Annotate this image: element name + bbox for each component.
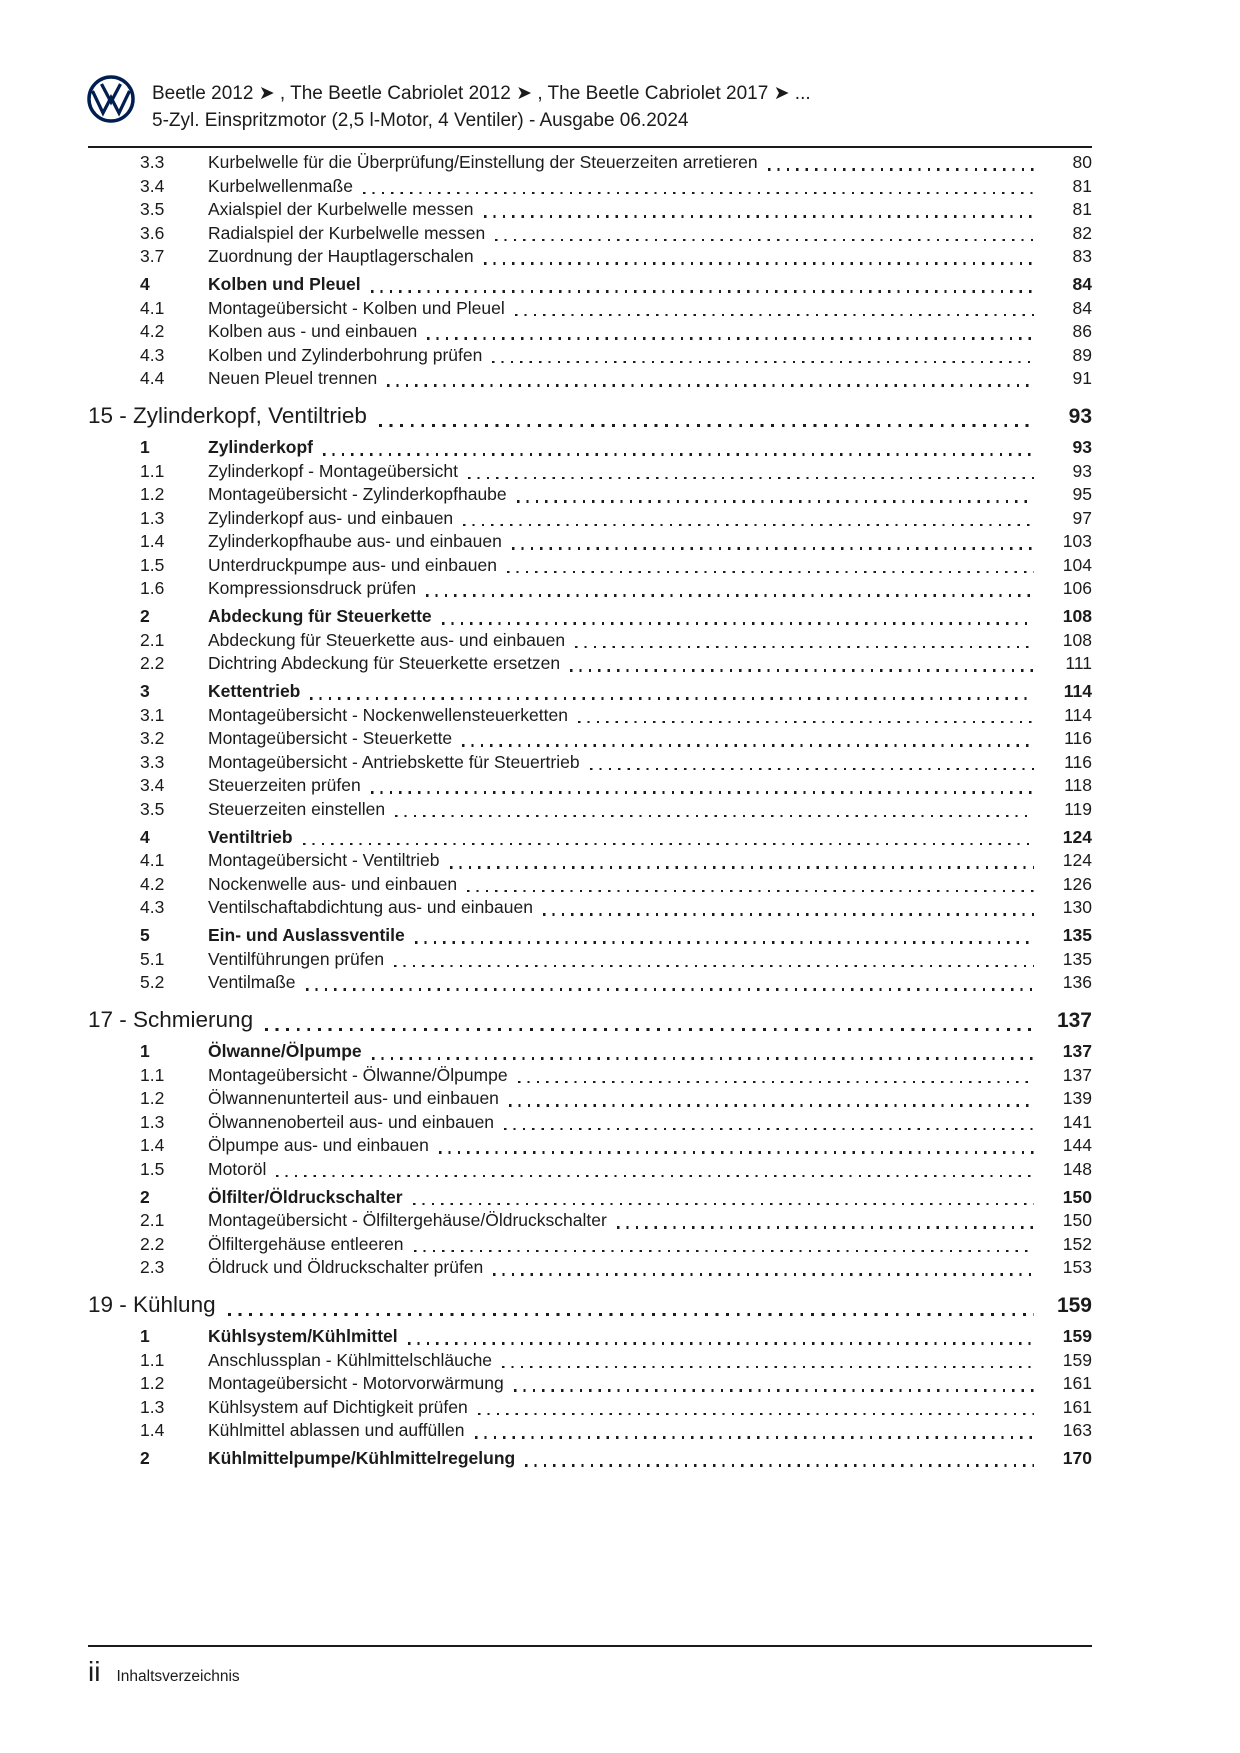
toc-entry-title: Steuerzeiten prüfen <box>208 775 361 795</box>
toc-entry-title: Montageübersicht - Zylinderkopfhaube <box>208 484 507 504</box>
toc-entry-title: Montageübersicht - Nockenwellensteuerketten <box>208 704 568 725</box>
toc-entry[interactable] <box>88 367 1092 391</box>
toc-entry-title: Kurbelwellenmaße <box>208 175 353 196</box>
footer-label: Inhaltsverzeichnis <box>116 1668 240 1685</box>
toc-entry-page: 119 <box>1064 798 1092 819</box>
toc-entry-number: 4.1 <box>140 850 165 870</box>
toc-entry[interactable] <box>88 798 1092 822</box>
toc-entry[interactable] <box>88 1111 1092 1135</box>
dot-leader <box>505 297 1036 321</box>
toc-entry-page: 124 <box>1062 826 1092 847</box>
toc-entry-title: Kolben und Zylinderbohrung prüfen <box>208 344 483 365</box>
toc-entry[interactable] <box>88 273 1092 297</box>
toc-entry[interactable] <box>88 344 1092 368</box>
toc-entry[interactable] <box>88 1396 1092 1420</box>
toc-entry-title: 17 - Schmierung <box>88 1006 254 1032</box>
toc-entry[interactable] <box>88 873 1092 897</box>
toc-entry-title: Montageübersicht - Kolben und Pleuel <box>208 297 505 318</box>
toc-entry-number: 1.5 <box>140 554 165 575</box>
toc-entry-number: 2.3 <box>140 1257 165 1277</box>
dot-leader <box>607 1209 1036 1233</box>
toc-entry-page: 124 <box>1062 850 1092 870</box>
toc-entry-page: 86 <box>1072 321 1092 341</box>
toc-entry[interactable] <box>88 151 1092 175</box>
toc-list <box>88 151 1092 1471</box>
dot-leader <box>474 245 1036 269</box>
toc-entry-page: 137 <box>1062 1064 1092 1085</box>
toc-entry-number: 4 <box>140 826 150 847</box>
toc-entry-page: 104 <box>1062 554 1092 575</box>
toc-entry-number: 3 <box>140 681 150 701</box>
dot-leader <box>432 605 1036 629</box>
toc-entry-title: Kühlsystem/Kühlmittel <box>208 1326 398 1346</box>
dot-leader <box>482 344 1036 368</box>
toc-entry-page: 148 <box>1062 1158 1092 1179</box>
toc-entry-page: 89 <box>1072 344 1092 365</box>
toc-entry[interactable] <box>88 198 1092 222</box>
toc-entry-page: 97 <box>1072 507 1092 528</box>
toc-entry[interactable] <box>88 320 1092 344</box>
dot-leader <box>507 483 1036 507</box>
toc-entry-title: Kolben aus - und einbauen <box>208 321 418 341</box>
toc-entry-number: 1.3 <box>140 1396 165 1417</box>
toc-entry-page: 150 <box>1062 1186 1092 1207</box>
dot-leader <box>405 924 1036 948</box>
toc-entry-page: 81 <box>1072 199 1092 219</box>
toc-entry-title: Kettentrieb <box>208 681 301 701</box>
footer-rule <box>88 1645 1092 1647</box>
dot-leader <box>568 704 1036 728</box>
toc-entry-title: Axialspiel der Kurbelwelle messen <box>208 199 474 219</box>
dot-leader <box>385 798 1036 822</box>
toc-entry-page: 161 <box>1062 1373 1092 1393</box>
toc-entry[interactable] <box>88 460 1092 484</box>
toc-entry-number: 1 <box>140 437 150 457</box>
toc-entry-page: 152 <box>1062 1233 1092 1254</box>
dot-leader <box>485 222 1036 246</box>
dot-leader <box>313 436 1036 460</box>
dot-leader <box>499 1087 1036 1111</box>
toc-entry-number: 3.5 <box>140 199 165 219</box>
toc-entry-title: Zylinderkopfhaube aus- und einbauen <box>208 531 502 551</box>
toc-entry-title: Ölwannenunterteil aus- und einbauen <box>208 1088 499 1108</box>
toc-entry-title: Montageübersicht - Ventiltrieb <box>208 850 440 870</box>
dot-leader <box>403 1186 1036 1210</box>
toc-entry-number: 3.4 <box>140 175 165 196</box>
toc-entry-number: 2 <box>140 1186 150 1207</box>
toc-entry-number: 4.4 <box>140 368 165 388</box>
dot-leader <box>404 1233 1036 1257</box>
dot-leader <box>468 1396 1036 1420</box>
dot-leader <box>458 460 1036 484</box>
toc-entry-number: 3.4 <box>140 775 165 795</box>
toc-entry[interactable] <box>88 948 1092 972</box>
toc-entry[interactable] <box>88 774 1092 798</box>
toc-entry-number: 1.2 <box>140 1373 165 1393</box>
dot-leader <box>362 1040 1036 1064</box>
toc-entry-title: 19 - Kühlung <box>88 1291 216 1317</box>
toc-entry-number: 4.3 <box>140 344 165 365</box>
toc-entry-page: 95 <box>1072 484 1092 504</box>
toc-entry[interactable] <box>88 1289 1092 1321</box>
toc-entry-title: Montageübersicht - Ölfiltergehäuse/Öldruckschalter <box>208 1210 607 1230</box>
toc-entry[interactable] <box>88 1186 1092 1210</box>
toc-entry[interactable] <box>88 652 1092 676</box>
toc-entry-page: 136 <box>1062 972 1092 992</box>
dot-leader <box>502 530 1036 554</box>
toc-entry[interactable] <box>88 896 1092 920</box>
toc-entry-title: Anschlussplan - Kühlmittelschläuche <box>208 1349 493 1370</box>
toc-entry-page: 135 <box>1062 948 1092 969</box>
toc-entry-title: Radialspiel der Kurbelwelle messen <box>208 222 486 243</box>
toc-entry-title: Öldruck und Öldruckschalter prüfen <box>208 1257 484 1277</box>
toc-entry[interactable] <box>88 436 1092 460</box>
toc-entry-number: 5.1 <box>140 948 165 969</box>
toc-entry[interactable] <box>88 629 1092 653</box>
toc-entry-title: Abdeckung für Steuerkette <box>208 606 432 626</box>
toc-entry-number: 4.2 <box>140 321 165 341</box>
toc-entry-page: 159 <box>1056 1293 1092 1317</box>
header-title-models: Beetle 2012 ➤ , The Beetle Cabriolet 2012 ➤ , The Beetle Cabriolet 2017 ➤ ... <box>152 83 811 104</box>
dot-leader <box>504 1372 1036 1396</box>
toc-entry-title: Motoröl <box>208 1158 267 1179</box>
toc-entry-title: Kühlsystem auf Dichtigkeit prüfen <box>208 1396 468 1417</box>
toc-entry-title: Montageübersicht - Motorvorwärmung <box>208 1373 504 1393</box>
toc-entry-title: Kompressionsdruck prüfen <box>208 578 417 598</box>
toc-entry-title: Ein- und Auslassventile <box>208 925 405 945</box>
toc-entry-page: 82 <box>1072 222 1092 243</box>
dot-leader <box>377 367 1036 391</box>
toc-entry-title: Kühlmittelpumpe/Kühlmittelregelung <box>208 1448 516 1468</box>
toc-entry[interactable] <box>88 1325 1092 1349</box>
dot-leader <box>253 1004 1036 1036</box>
dot-leader <box>465 1419 1036 1443</box>
toc-entry-title: Nockenwelle aus- und einbauen <box>208 873 458 894</box>
toc-entry-title: Abdeckung für Steuerkette aus- und einbauen <box>208 629 566 650</box>
toc-entry-number: 1.1 <box>140 1349 165 1370</box>
toc-entry[interactable] <box>88 1064 1092 1088</box>
toc-entry-title: Neuen Pleuel trennen <box>208 368 378 388</box>
toc-entry[interactable] <box>88 530 1092 554</box>
dot-leader <box>398 1325 1036 1349</box>
toc-entry-title: Ölpumpe aus- und einbauen <box>208 1135 429 1155</box>
toc-entry-page: 116 <box>1064 728 1092 748</box>
toc-entry-number: 1.3 <box>140 507 165 528</box>
toc-entry-number: 3.2 <box>140 728 165 748</box>
toc-entry-number: 1 <box>140 1326 150 1346</box>
toc-entry-number: 3.5 <box>140 798 165 819</box>
toc-entry[interactable] <box>88 175 1092 199</box>
toc-entry-number: 3.7 <box>140 246 165 266</box>
toc-entry-number: 2.1 <box>140 1210 165 1230</box>
toc-entry-page: 135 <box>1062 925 1092 945</box>
dot-leader <box>483 1256 1036 1280</box>
dot-leader <box>440 849 1036 873</box>
toc-entry-page: 80 <box>1072 152 1092 172</box>
toc-entry[interactable] <box>88 826 1092 850</box>
dot-leader <box>515 1447 1036 1471</box>
toc-entry[interactable] <box>88 1087 1092 1111</box>
toc-entry[interactable] <box>88 507 1092 531</box>
toc-entry-title: Unterdruckpumpe aus- und einbauen <box>208 554 497 575</box>
toc-entry-title: Steuerzeiten einstellen <box>208 798 386 819</box>
header-titles <box>152 80 811 134</box>
toc-entry-page: 108 <box>1062 629 1092 650</box>
dot-leader <box>492 1349 1036 1373</box>
toc-entry-number: 4.2 <box>140 873 165 894</box>
toc-entry-page: 150 <box>1062 1210 1092 1230</box>
dot-leader <box>353 175 1036 199</box>
toc-entry-title: Zuordnung der Hauptlagerschalen <box>208 246 474 266</box>
toc-entry-title: Dichtring Abdeckung für Steuerkette ersetzen <box>208 653 561 673</box>
dot-leader <box>497 554 1036 578</box>
dot-leader <box>367 400 1036 432</box>
toc-entry-title: Ölwanne/Ölpumpe <box>208 1041 362 1061</box>
toc-entry-number: 3.1 <box>140 704 165 725</box>
toc-entry-number: 5.2 <box>140 972 165 992</box>
toc-entry[interactable] <box>88 971 1092 995</box>
toc-entry-page: 111 <box>1065 653 1092 673</box>
toc-entry-title: Montageübersicht - Ölwanne/Ölpumpe <box>208 1064 508 1085</box>
toc-entry-page: 83 <box>1072 246 1092 266</box>
dot-leader <box>453 507 1036 531</box>
toc-entry[interactable] <box>88 554 1092 578</box>
toc-entry-page: 93 <box>1068 404 1092 428</box>
toc-entry-page: 170 <box>1062 1448 1092 1468</box>
toc-entry-page: 126 <box>1062 873 1092 894</box>
toc-entry-page: 91 <box>1072 368 1092 388</box>
toc-entry[interactable] <box>88 924 1092 948</box>
dot-leader <box>266 1158 1036 1182</box>
toc-entry[interactable] <box>88 680 1092 704</box>
toc-entry-number: 5 <box>140 925 150 945</box>
toc-entry[interactable] <box>88 1372 1092 1396</box>
toc-entry-number: 1.5 <box>140 1158 165 1179</box>
toc-entry-number: 3.3 <box>140 751 165 772</box>
dot-leader <box>296 971 1036 995</box>
toc-entry[interactable] <box>88 1040 1092 1064</box>
toc-entry-page: 114 <box>1063 681 1092 701</box>
toc-entry[interactable] <box>88 483 1092 507</box>
toc-entry[interactable] <box>88 1004 1092 1036</box>
toc-entry[interactable] <box>88 605 1092 629</box>
toc-entry-number: 1.4 <box>140 531 165 551</box>
toc-entry-number: 1.4 <box>140 1420 165 1440</box>
toc-entry[interactable] <box>88 751 1092 775</box>
toc-entry-page: 130 <box>1062 897 1092 917</box>
page-content <box>88 0 1092 1753</box>
toc-entry[interactable] <box>88 1349 1092 1373</box>
toc-entry-page: 84 <box>1072 297 1092 318</box>
toc-entry-number: 1 <box>140 1041 150 1061</box>
toc-entry-page: 141 <box>1062 1111 1092 1132</box>
dot-leader <box>429 1134 1036 1158</box>
toc-entry-page: 106 <box>1062 578 1092 598</box>
toc-entry-page: 118 <box>1064 775 1092 795</box>
toc-entry-page: 103 <box>1062 531 1092 551</box>
toc-entry-page: 137 <box>1062 1041 1092 1061</box>
dot-leader <box>384 948 1036 972</box>
toc-entry-page: 116 <box>1064 751 1092 772</box>
toc-entry-title: Zylinderkopf <box>208 437 314 457</box>
toc-entry[interactable] <box>88 400 1092 432</box>
dot-leader <box>457 873 1036 897</box>
footer-page-number: ii <box>88 1656 101 1687</box>
toc-entry-number: 4 <box>140 274 150 294</box>
toc-entry-number: 1.3 <box>140 1111 165 1132</box>
toc-entry[interactable] <box>88 1256 1092 1280</box>
toc-entry-number: 1.6 <box>140 578 165 598</box>
toc-entry-page: 84 <box>1072 274 1092 294</box>
toc-entry-page: 159 <box>1062 1349 1092 1370</box>
toc-entry[interactable] <box>88 1233 1092 1257</box>
toc-entry[interactable] <box>88 849 1092 873</box>
toc-entry-page: 139 <box>1062 1088 1092 1108</box>
toc-entry-page: 159 <box>1062 1326 1092 1346</box>
dot-leader <box>416 577 1036 601</box>
toc-entry-number: 2.2 <box>140 1233 165 1254</box>
toc-entry[interactable] <box>88 577 1092 601</box>
dot-leader <box>508 1064 1036 1088</box>
toc-entry-number: 4.3 <box>140 897 165 917</box>
toc-entry[interactable] <box>88 1209 1092 1233</box>
dot-leader <box>361 774 1036 798</box>
header-rule <box>88 146 1092 148</box>
dot-leader <box>533 896 1036 920</box>
toc-entry-title: Ventilmaße <box>208 972 296 992</box>
toc-entry-page: 137 <box>1056 1008 1092 1032</box>
toc-entry-title: Montageübersicht - Steuerkette <box>208 728 453 748</box>
header-title-engine: 5-Zyl. Einspritzmotor (2,5 l-Motor, 4 Ventiler) - Ausgabe 06.2024 <box>152 110 689 131</box>
toc-entry-page: 93 <box>1072 437 1092 457</box>
toc-entry-number: 1.1 <box>140 460 165 481</box>
toc-entry-title: Ölfilter/Öldruckschalter <box>208 1186 403 1207</box>
toc-entry-page: 108 <box>1062 606 1092 626</box>
toc-entry-title: Ventilführungen prüfen <box>208 948 385 969</box>
toc-entry[interactable] <box>88 704 1092 728</box>
toc-entry-number: 3.3 <box>140 152 165 172</box>
toc-entry-title: Kurbelwelle für die Überprüfung/Einstellung der Steuerzeiten arretieren <box>208 152 758 172</box>
toc-entry-page: 114 <box>1064 704 1092 725</box>
dot-leader <box>560 652 1036 676</box>
toc-entry-title: Zylinderkopf aus- und einbauen <box>208 507 454 528</box>
toc-entry-title: Montageübersicht - Antriebskette für Steuertrieb <box>208 751 580 772</box>
toc-entry-page: 81 <box>1072 175 1092 196</box>
toc-entry-number: 1.1 <box>140 1064 165 1085</box>
toc-entry-number: 2 <box>140 606 150 626</box>
toc-entry[interactable] <box>88 297 1092 321</box>
toc-entry-page: 153 <box>1062 1257 1092 1277</box>
toc-entry-page: 93 <box>1072 460 1092 481</box>
toc-entry[interactable] <box>88 727 1092 751</box>
toc-entry[interactable] <box>88 1419 1092 1443</box>
toc-entry-page: 144 <box>1062 1135 1092 1155</box>
toc-entry[interactable] <box>88 1447 1092 1471</box>
dot-leader <box>758 151 1036 175</box>
toc-entry-page: 163 <box>1062 1420 1092 1440</box>
dot-leader <box>494 1111 1036 1135</box>
toc-entry-title: Ventilschaftabdichtung aus- und einbauen <box>208 897 533 917</box>
toc-entry-title: Ölwannenoberteil aus- und einbauen <box>208 1111 495 1132</box>
toc-entry-title: Kolben und Pleuel <box>208 274 361 294</box>
vw-logo-icon <box>86 74 136 124</box>
dot-leader <box>300 680 1036 704</box>
toc-entry-number: 4.1 <box>140 297 165 318</box>
dot-leader <box>293 826 1036 850</box>
toc-entry-number: 2.1 <box>140 629 165 650</box>
toc-entry-title: Zylinderkopf - Montageübersicht <box>208 460 458 481</box>
toc-entry-number: 3.6 <box>140 222 165 243</box>
toc-entry-number: 1.4 <box>140 1135 165 1155</box>
toc-entry-title: Ölfiltergehäuse entleeren <box>208 1233 404 1254</box>
dot-leader <box>580 751 1036 775</box>
toc-entry[interactable] <box>88 1158 1092 1182</box>
dot-leader <box>452 727 1036 751</box>
toc-entry-title: Kühlmittel ablassen und auffüllen <box>208 1420 465 1440</box>
toc-entry-page: 161 <box>1062 1396 1092 1417</box>
dot-leader <box>565 629 1036 653</box>
toc-entry[interactable] <box>88 1134 1092 1158</box>
toc-entry-title: Ventiltrieb <box>208 826 293 847</box>
dot-leader <box>216 1289 1036 1321</box>
toc-entry[interactable] <box>88 222 1092 246</box>
toc-entry[interactable] <box>88 245 1092 269</box>
toc-entry-number: 1.2 <box>140 1088 165 1108</box>
dot-leader <box>474 198 1036 222</box>
toc-entry-number: 2.2 <box>140 653 165 673</box>
toc-entry-title: 15 - Zylinderkopf, Ventiltrieb <box>88 402 367 428</box>
dot-leader <box>417 320 1036 344</box>
toc-entry-number: 1.2 <box>140 484 165 504</box>
dot-leader <box>361 273 1036 297</box>
toc-entry-number: 2 <box>140 1448 150 1468</box>
